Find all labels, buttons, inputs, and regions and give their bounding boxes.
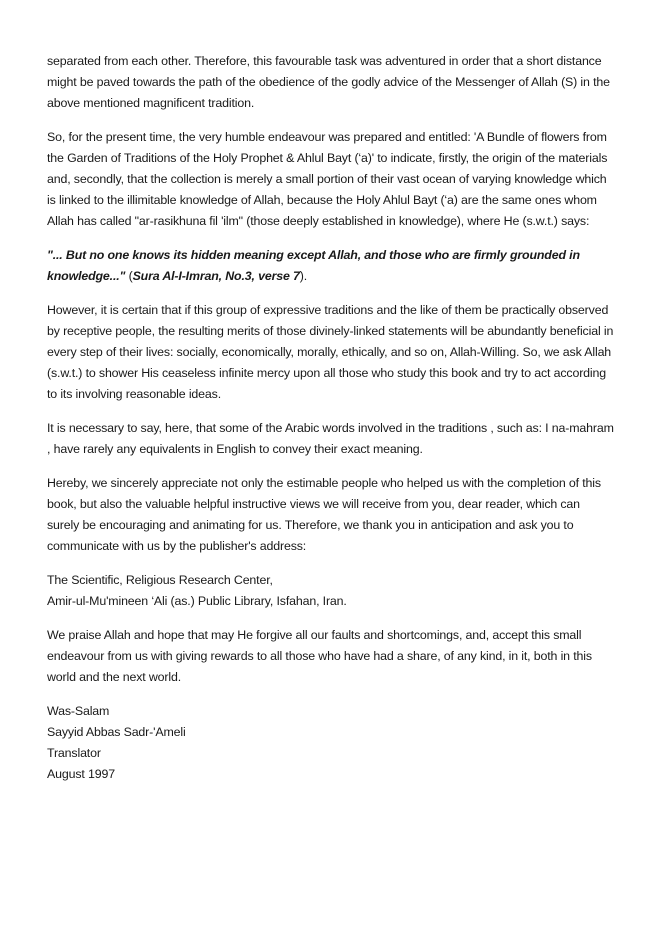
paragraph-tradition-intro: separated from each other. Therefore, this favourable task was adventured in order that a short distance might be paved towards the path of the obedience of the godly advice of the Messenger of Allah (S) in the above mentioned magnificent tradition. (47, 54, 610, 110)
quran-quote (47, 245, 615, 287)
address-line-1: The Scientific, Religious Research Center, (47, 573, 273, 587)
publisher-address (47, 570, 615, 612)
signature-block (47, 701, 615, 785)
quote-text: "... But no one knows its hidden meaning except Allah, and those who are firmly grounded in knowledge..." (47, 248, 580, 283)
paragraph-arabic-words: It is necessary to say, here, that some of the Arabic words involved in the traditions , such as: I na-mahram , have rarely any equivalents in English to convey their exact meaning. (47, 421, 614, 456)
paragraph-merits: However, it is certain that if this group of expressive traditions and the like of them be practically observed by receptive people, the resulting merits of those divinely-linked statements will be abundantly beneficial in every step of their lives: socially, economically, morally, ethically, and so on, Allah-Willing. So, we ask Allah (s.w.t.) to shower His ceaseless infinite mercy upon all those who study this book and try to act according to its involving reasonable ideas. (47, 303, 614, 401)
paragraph-appreciation: Hereby, we sincerely appreciate not only the estimable people who helped us with the completion of this book, but also the valuable helpful instructive views we will receive from you, dear reader, which can surely be encouraging and animating for us. Therefore, we thank you in anticipation and ask you to communicate with us by the publisher's address: (47, 476, 601, 553)
document-page (47, 51, 615, 798)
address-line-2: Amir-ul-Mu'mineen ‘Ali (as.) Public Library, Isfahan, Iran. (47, 594, 347, 608)
quote-open-paren: ( (128, 269, 133, 283)
signature-date: August 1997 (47, 767, 115, 781)
quote-close-paren: ) (299, 269, 304, 283)
paragraph-praise: We praise Allah and hope that may He forgive all our faults and shortcomings, and, accept this small endeavour from us with giving rewards to all those who have had a share, of any kind, in it, both in this world and the next world. (47, 628, 592, 684)
signature-role: Translator (47, 746, 101, 760)
paragraph-book-title: So, for the present time, the very humble endeavour was prepared and entitled: 'A Bundle of flowers from the Garden of Traditions of the Holy Prophet & Ahlul Bayt (‘a)' to indicate, firstly, the origin of the materials and, secondly, that the collection is merely a small portion of their vast ocean of varying knowledge which is linked to the illimitable knowledge of Allah, because the Holy Ahlul Bayt (‘a) are the same ones whom Allah has called "ar-rasikhuna fil 'ilm" (those deeply established in knowledge), where He (s.w.t.) says: (47, 130, 608, 228)
quote-end: . (303, 269, 308, 283)
quote-citation: Sura Al-I-Imran, No.3, verse 7 (132, 269, 300, 283)
signature-name: Sayyid Abbas Sadr-'Ameli (47, 725, 186, 739)
signature-closing: Was-Salam (47, 704, 110, 718)
